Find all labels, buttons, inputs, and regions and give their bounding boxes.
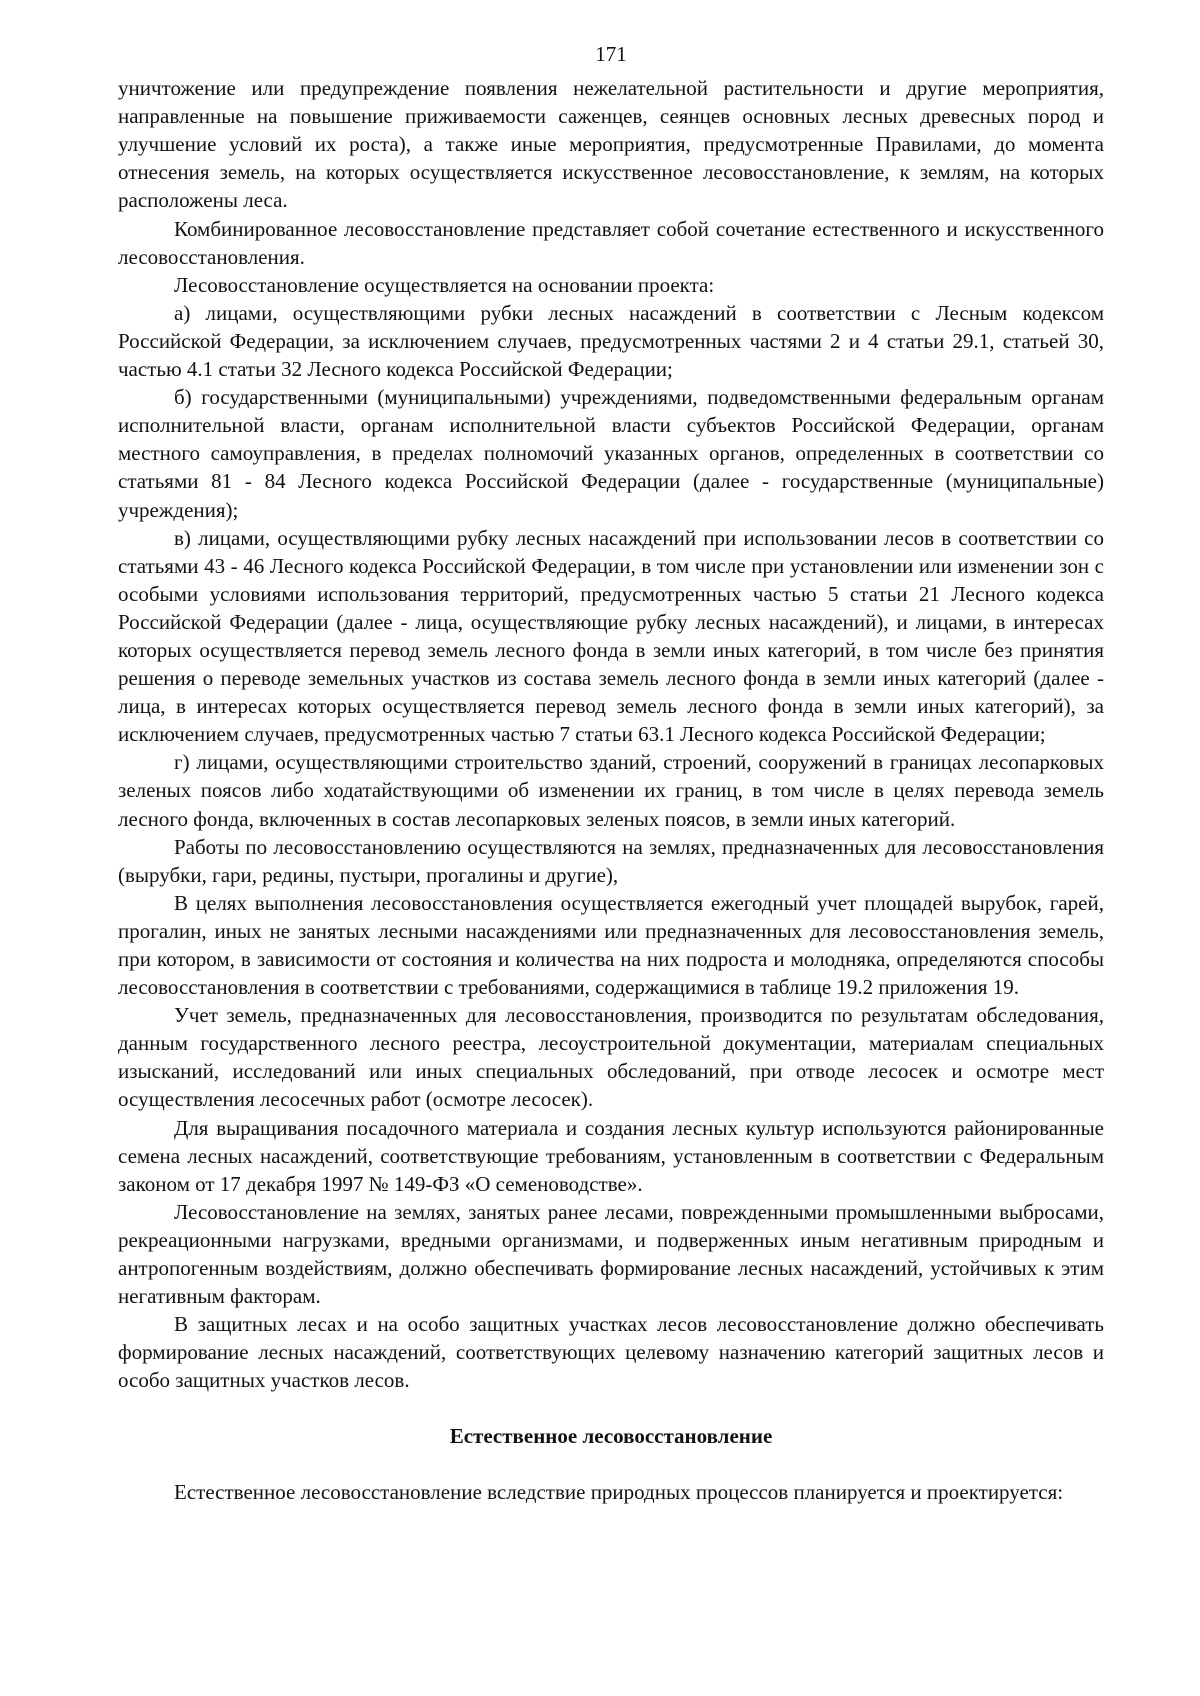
paragraph-annual-accounting: В целях выполнения лесовосстановления осуществляется ежегодный учет площадей вырубок, гарей, прогалин, иных не занятых лесными насаждениями или предназначенных для лесовосстановления земель, при котором, в зависимости от состояния и количества на них подроста и молодняка, определяются способы лесовосстановления в соответствии с требованиями, содержащимися в таблице 19.2 приложения 19. bbox=[118, 890, 1104, 1000]
paragraph-damaged-lands: Лесовосстановление на землях, занятых ранее лесами, поврежденными промышленными выбросами, рекреационными нагрузками, вредными организмами, и подверженных иным негативным природным и антропогенным воздействиям, должно обеспечивать формирование лесных насаждений, устойчивых к этим негативным факторам. bbox=[118, 1199, 1104, 1309]
paragraph-protective-forests: В защитных лесах и на особо защитных участках лесов лесовосстановление должно обеспечивать формирование лесных насаждений, соответствующих целевому назначению категорий защитных лесов и особо защитных участков лесов. bbox=[118, 1312, 1104, 1393]
page-number: 171 bbox=[595, 42, 627, 66]
document-page bbox=[118, 40, 1104, 1506]
paragraph-continuation: уничтожение или предупреждение появления нежелательной растительности и другие мероприятия, направленные на повышение приживаемости саженцев, сеянцев основных лесных древесных пород и улучшение условий их роста), а также иные мероприятия, предусмотренные Правилами, до момента отнесения земель, на которых осуществляется искусственное лесовосстановление, к землям, на которых расположены леса. bbox=[118, 76, 1104, 213]
list-item-g: г) лицами, осуществляющими строительство зданий, строений, сооружений в границах лесопарковых зеленых поясов либо ходатайствующими об изменении их границ, в том числе в целях перевода земель лесного фонда, включенных в состав лесопарковых зеленых поясов, в земли иных категорий. bbox=[118, 750, 1104, 831]
list-item-v: в) лицами, осуществляющими рубку лесных насаждений при использовании лесов в соответствии со статьями 43 - 46 Лесного кодекса Российской Федерации, в том числе при установлении или изменении зон с особыми условиями использования территорий, предусмотренных частью 5 статьи 21 Лесного кодекса Российской Федерации (далее - лица, осуществляющие рубку лесных насаждений), и лицами, в интересах которых осуществляется перевод земель лесного фонда в земли иных категорий, в том числе без принятия решения о переводе земельных участков из состава земель лесного фонда в земли иных категорий (далее - лица, в интересах которых осуществляется перевод земель лесного фонда в земли иных категорий), за исключением случаев, предусмотренных частью 7 статьи 63.1 Лесного кодекса Российской Федерации; bbox=[118, 525, 1104, 747]
paragraph-project-basis: Лесовосстановление осуществляется на основании проекта: bbox=[174, 272, 715, 297]
paragraph-combined-reforestation: Комбинированное лесовосстановление представляет собой сочетание естественного и искусственного лесовосстановления. bbox=[118, 216, 1104, 269]
list-item-a: а) лицами, осуществляющими рубки лесных насаждений в соответствии с Лесным кодексом Российской Федерации, за исключением случаев, предусмотренных частями 2 и 4 статьи 29.1, статьей 30, частью 4.1 статьи 32 Лесного кодекса Российской Федерации; bbox=[118, 300, 1104, 382]
paragraph-natural-reforestation: Естественное лесовосстановление вследствие природных процессов планируется и проектируется: bbox=[174, 1479, 1064, 1504]
list-item-b: б) государственными (муниципальными) учреждениями, подведомственными федеральным органам исполнительной власти, органам исполнительной власти субъектов Российской Федерации, органам местного самоуправления, в пределах полномочий указанных органов, определенных в соответствии со статьями 81 - 84 Лесного кодекса Российской Федерации (далее - государственные (муниципальные) учреждения); bbox=[118, 385, 1104, 522]
paragraph-works-lands: Работы по лесовосстановлению осуществляются на землях, предназначенных для лесовосстановления (вырубки, гари, редины, пустыри, прогалины и другие), bbox=[118, 834, 1104, 887]
paragraph-land-accounting: Учет земель, предназначенных для лесовосстановления, производится по результатам обследования, данным государственного лесного реестра, лесоустроительной документации, материалам специальных изысканий, исследований или иных специальных обследований, при отводе лесосек и осмотре мест осуществления лесосечных работ (осмотре лесосек). bbox=[118, 1003, 1104, 1112]
paragraph-seeds: Для выращивания посадочного материала и создания лесных культур используются районированные семена лесных насаждений, соответствующие требованиям, установленным в соответствии с Федеральным законом от 17 декабря 1997 № 149-ФЗ «О семеноводстве». bbox=[118, 1115, 1104, 1196]
section-heading: Естественное лесовосстановление bbox=[449, 1423, 773, 1448]
